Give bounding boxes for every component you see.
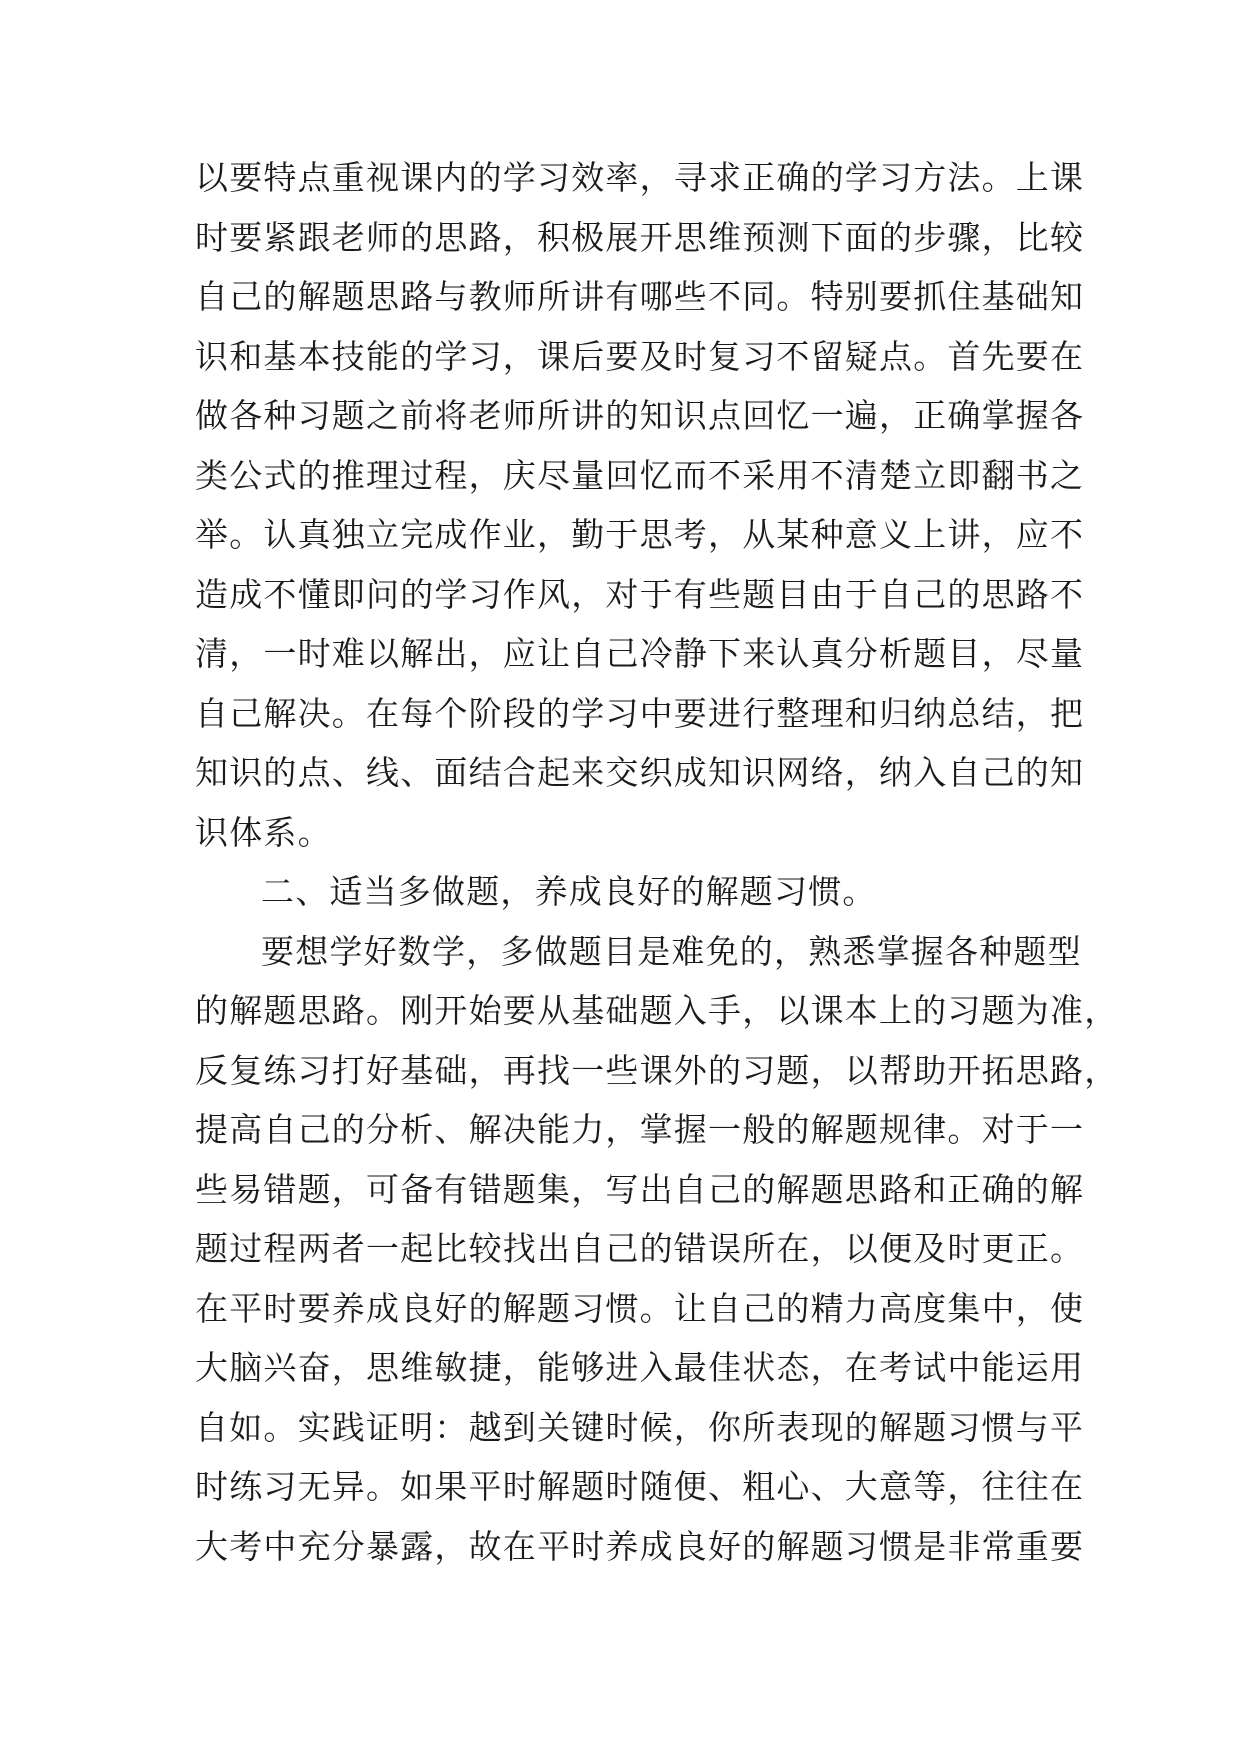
text-line: 识和基本技能的学习，课后要及时复习不留疑点。首先要在 [195, 336, 1085, 376]
text-line: 在平时要养成良好的解题习惯。让自己的精力高度集中，使 [195, 1288, 1085, 1328]
text-line: 知识的点、线、面结合起来交织成知识网络，纳入自己的知 [195, 753, 1085, 792]
text-line: 自己解决。在每个阶段的学习中要进行整理和归纳总结，把 [195, 693, 1085, 733]
text-line: 类公式的推理过程，庆尽量回忆而不采用不清楚立即翻书之 [195, 455, 1085, 495]
text-line: 自己的解题思路与教师所讲有哪些不同。特别要抓住基础知 [195, 277, 1085, 316]
text-line: 的解题思路。刚开始要从基础题入手，以课本上的习题为准， [195, 991, 1119, 1030]
document-body [195, 148, 1119, 1576]
text-line: 清，一时难以解出，应让自己冷静下来认真分析题目，尽量 [195, 634, 1085, 673]
text-line: 反复练习打好基础，再找一些课外的习题，以帮助开拓思路， [195, 1050, 1119, 1090]
text-line: 大脑兴奋，思维敏捷，能够进入最佳状态，在考试中能运用 [195, 1348, 1085, 1387]
text-line: 要想学好数学，多做题目是难免的，熟悉掌握各种题型 [261, 931, 1082, 971]
paragraph-study-efficiency [195, 148, 1085, 862]
section-heading-text: 二、适当多做题，养成良好的解题习惯。 [261, 872, 877, 911]
text-line: 题过程两者一起比较找出自己的错误所在，以便及时更正。 [195, 1229, 1085, 1268]
text-line: 举。认真独立完成作业，勤于思考，从某种意义上讲，应不 [195, 515, 1085, 554]
text-line: 些易错题，可备有错题集，写出自己的解题思路和正确的解 [195, 1169, 1085, 1209]
text-line: 时要紧跟老师的思路，积极展开思维预测下面的步骤，比较 [195, 217, 1085, 257]
paragraph-practice-habits [195, 922, 1119, 1577]
text-line: 造成不懂即问的学习作风，对于有些题目由于自己的思路不 [195, 574, 1085, 614]
text-line: 识体系。 [195, 812, 332, 852]
text-line: 大考中充分暴露，故在平时养成良好的解题习惯是非常重要 [195, 1526, 1085, 1566]
text-line: 以要特点重视课内的学习效率，寻求正确的学习方法。上课 [195, 158, 1085, 197]
text-line: 时练习无异。如果平时解题时随便、粗心、大意等，往往在 [195, 1467, 1085, 1506]
text-line: 自如。实践证明：越到关键时候，你所表现的解题习惯与平 [195, 1407, 1085, 1447]
text-line: 提高自己的分析、解决能力，掌握一般的解题规律。对于一 [195, 1110, 1085, 1149]
section-heading-2 [195, 862, 1065, 922]
text-line: 做各种习题之前将老师所讲的知识点回忆一遍，正确掌握各 [195, 396, 1085, 435]
